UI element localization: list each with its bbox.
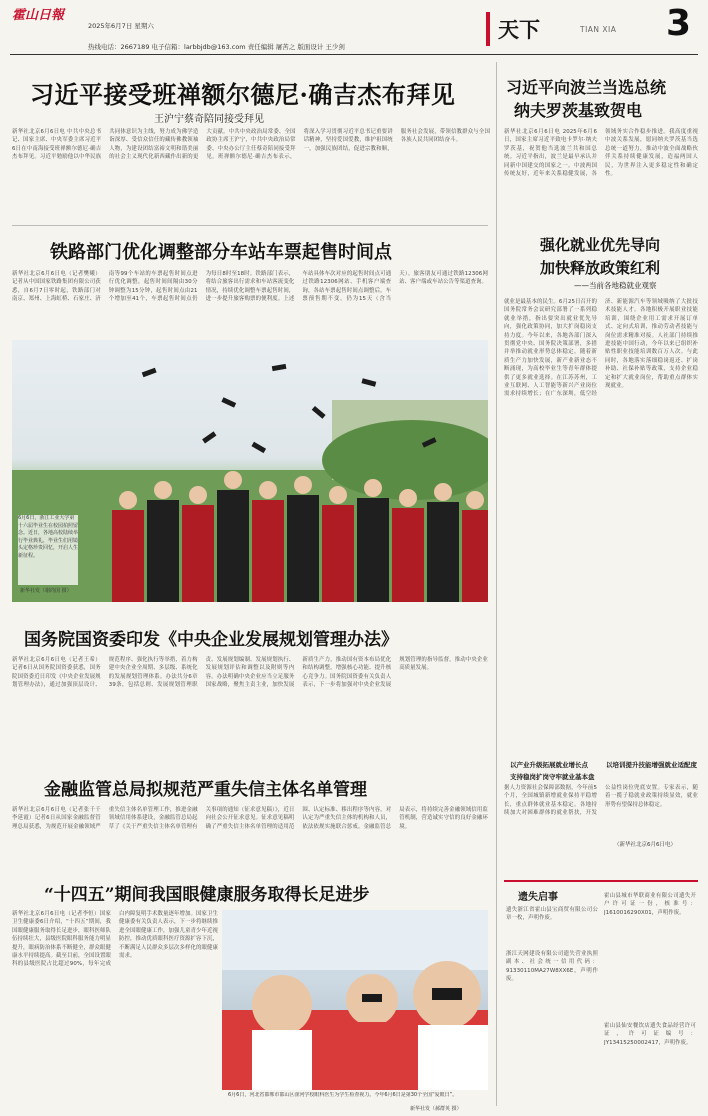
issue-date: 2025年6月7日 星期六 [88,22,154,30]
graduation-illustration [12,340,488,602]
eye-exam-illustration [222,910,488,1090]
eye-exam-photo-credit: 新华社发（郝群英 摄） [410,1106,462,1112]
article4-credit: （新华社北京6月6日电） [614,842,676,848]
article4-subtitle1: 以产业升级拓展就业增长点 [510,761,588,769]
eye-exam-photo-caption: 6月6日，河北省邯郸市邯山区滏河学校眼科医生为学生检查视力。今年6月6日是第30个全国“爱眼日”。 [228,1092,458,1098]
article6-headline: 金融监管总局拟规范严重失信主体名单管理 [44,780,367,800]
article4-headline-line2: 加快释放政策红利 [540,259,661,277]
article2-headline-line2: 纳夫罗茨基致贺电 [514,101,643,120]
notice-item-1: 遗失浙江省霍山县宝商贸有限公司公章一枚，声明作废。 [506,907,598,922]
column-divider [496,62,497,1106]
article7-headline: “十四五”期间我国眼健康服务取得长足进步 [44,885,370,905]
article1-body: 新华社北京6月6日电 中共中央总书记、国家主席、中央军委主席习近平6日在中南海接受班禅额尔德尼·确吉杰布拜见。习近平勉励他以中华民族共同体意识为主线，努力成为佛学造诣深厚、受信众信任的藏传佛教领袖人物，为建设团结富裕文明和谐美丽的社会主义现代化新西藏作出新的更大贡献。中共中央政治局常委、全国政协主席王沪宁，中共中央政治局常委、中央办公厅主任蔡奇陪同接受拜见。班禅额尔德尼·确吉杰布表示，将深入学习贯彻习近平总书记重要讲话精神，坚持爱国爱教，维护祖国统一，加强民族团结，促进宗教和顺，服务社会发展，带领信教群众与全国各族人民共同团结奋斗。 [12,129,490,161]
article3-headline: 铁路部门优化调整部分车站车票起售时间点 [50,242,392,263]
notice-item-4: 霍山县仙安餐饮店遗失食品经营许可证，许可证编号：JY13415250002417，声明作废。 [604,1023,696,1046]
article4-subtitle3: 支持稳岗扩岗守牢就业基本盘 [510,773,595,781]
article4-subtitle2: 以培训提升技能增强就业适配度 [606,761,697,769]
divider-1 [12,225,488,226]
masthead-bottom-rule [10,54,698,55]
article1-headline: 习近平接受班禅额尔德尼·确吉杰布拜见 [30,80,456,109]
article4-body: 就业是最基本的民生。6月25日召开的国务院常务会议研究部署了一系列稳就业举措，指出要突出就业优先导向，强化政策协同，加大扩岗稳岗支持力度。今年以来，各地各部门深入贯彻党中央、国务院决策部署，多措并举推动就业形势总体稳定。随着新质生产力加快发展，新产业新业态不断涌现，为高校毕业生等青年群体提供了更多就业选择。在江苏苏州，工业互联网、人工智能等新兴产业岗位需求持续增长；在广东深圳，低空经济、新能源汽车等领域吸纳了大批技术技能人才。各地积极开展职业技能培训，围绕企业用工需求开展订单式、定向式培训，推动劳动者技能与岗位需求精准对接。人社部门持续推进技能中国行动，今年以来已组织补贴性职业技能培训数百万人次。与此同时，各地落实落细稳岗返还、扩岗补助、社保补贴等政策，支持企业稳定和扩大就业岗位，帮助重点群体实现就业。 [504,299,698,398]
eye-exam-photo [222,910,488,1090]
notice-item-2: 浙江天网建设有限公司遗失营业执照副本、社会统一信用代码：91330110MA27W8XX6E，声明作废。 [506,951,598,983]
article4-headline: 强化就业优先导向 [540,236,661,254]
graduation-photo [12,340,488,602]
masthead-rule [486,12,490,46]
article4-body2: 据人力资源社会保障部数据，今年前5个月，全国城镇新增就业保持平稳增长，重点群体就业基本稳定。各地持续加大对困难群体的就业帮扶，开发公益性岗位兜底安置。专家表示，随着一揽子稳就业政策持续显效，就业形势有望保持总体稳定。 [504,785,698,817]
graduation-photo-credit: 新华社发（谢尚国 摄） [20,588,72,594]
notices-title: 遗失启事 [518,892,558,903]
notices-box [504,880,698,1108]
section-title: 天下 [498,17,540,42]
contact-line: 热线电话：2667189 电子信箱：larbbjdb@163.com 责任编辑 屠苦之 版面设计 王少剑 [88,43,345,51]
article2-body: 新华社北京6月6日电 2025年6月6日，国家主席习近平致电卡罗尔·纳夫罗茨基，祝贺他当选波兰共和国总统。习近平指出，波兰是最早承认并同新中国建交的国家之一。中波两国传统友好，近年来关系稳健发展，各领域务实合作稳步推进。我高度重视中波关系发展，愿同纳夫罗茨基当选总统一道努力，推动中波全面战略伙伴关系持续健康发展，造福两国人民，为世界注入更多稳定性和确定性。 [504,129,698,178]
article5-headline: 国务院国资委印发《中央企业发展规划管理办法》 [24,630,398,650]
article7-body: 新华社北京6月6日电（记者李恒）国家卫生健康委6日介绍，“十四五”期间，我国眼健康服务取得长足进步，眼科医师队伍持续壮大，县级医院眼科服务能力明显提升，眼病防治体系不断健全，群众眼健康水平持续提高。截至目前，全国设置眼科的县级医院占比超过90%，每年完成白内障复明手术数量逐年增加。国家卫生健康委有关负责人表示，下一步将继续推进全国眼健康工作，加强儿童青少年近视防控，推动优质眼科医疗资源扩容下沉，不断满足人民群众多层次多样化的眼健康需求。 [12,911,218,968]
graduation-photo-caption: 6月6日，浙江工业大学第十六届毕业生在校园拍照留念。近日，各地高校陆续举行毕业典礼，毕业生们用镜头定格珍贵回忆，开启人生新征程。 [18,515,78,585]
article2-headline: 习近平向波兰当选总统 [506,78,667,97]
article3-body: 新华社北京6月6日电（记者樊曦）记者从中国国家铁路集团有限公司获悉，自6月7日零时起，铁路部门对南京、郑州、上海虹桥、石家庄、济南等99个车站的车票起售时间点进行优化调整，起售时间间隔由30分钟调整为15分钟，起售时间点由21个增加至41个，车票起售时间点仍为每日8时至18时。铁路部门表示，将结合旅客出行需求和车站客流变化情况，持续优化调整车票起售时间，进一步提升旅客购票的便利度。上述车站具体车次对应的起售时间点可通过铁路12306网站、手机客户端查询，各站车票起售时间点调整后，车票预售期不变，仍为15天（含当天）。旅客朋友可通过铁路12306网站、客户端或车站公告等渠道查询。 [12,271,488,303]
article5-body: 新华社北京6月6日电（记者王希）记者6日从国务院国资委获悉，国务院国资委近日印发《中央企业发展规划管理办法》，通过加强顶层设计、规范程序、强化执行等举措，着力构建中央企业全周期、多层级、系统化的发展规划管理体系。办法共分6章39条，包括总则、发展规划管理职责、发展规划编制、发展规划执行、发展规划评估和调整以及附则等内容。办法明确中央企业应当立足服务国家战略，聚焦主责主业，加快发展新质生产力，推动国有资本布局优化和结构调整，增强核心功能、提升核心竞争力。国务院国资委有关负责人表示，下一步将加强对中央企业发展规划管理的指导监督，推动中央企业高质量发展。 [12,657,488,689]
masthead [0,0,708,60]
article4-subhead: ——当前各地稳就业观察 [574,281,657,290]
newspaper-logo: 霍山日報 [12,8,65,23]
notice-item-3: 霍山县城市华联商业有限公司遗失开户许可证一份，核准号：J1610016290X01，声明作废。 [604,893,696,916]
article6-body: 新华社北京6月6日电（记者张千千 李延霞）记者6日从国家金融监督管理总局获悉，为规范开展金融领域严重失信主体名单管理工作，推进金融领域信用体系建设，金融监管总局起草了《关于严重失信主体名单管理有关事项的通知（征求意见稿）》，近日向社会公开征求意见。征求意见稿明确了严重失信主体名单管理的适用范围、认定标准、移出程序等内容，对认定为严重失信主体的机构和人员，依法依规实施联合惩戒。金融监管总局表示，将持续完善金融领域信用监管机制，营造诚实守信的良好金融环境。 [12,807,488,830]
article1-subhead: 王沪宁蔡奇陪同接受拜见 [154,114,264,125]
section-pinyin: TIAN XIA [580,25,617,34]
page-number: 3 [666,3,692,44]
